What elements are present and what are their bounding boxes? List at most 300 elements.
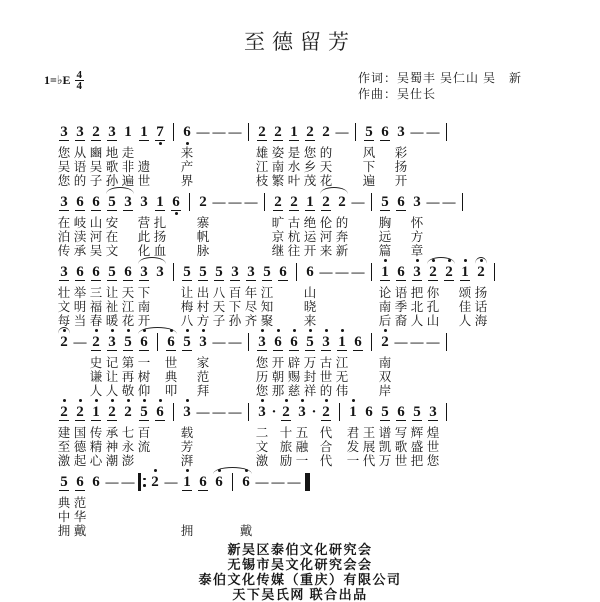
note-slot	[286, 473, 302, 491]
lyric-char: 岐	[73, 216, 87, 230]
note-slot	[120, 473, 136, 491]
note-slot	[350, 193, 366, 211]
barline-column	[259, 188, 270, 258]
duration-dash: —	[228, 404, 242, 419]
note-number: 6	[354, 333, 362, 350]
lyric-char: 王	[362, 426, 376, 440]
lyric-char: 历	[255, 370, 269, 384]
note-number: 2	[429, 263, 437, 280]
barline-column	[366, 258, 377, 328]
octave-dot-above	[111, 399, 114, 402]
lyric-char: 把	[410, 454, 424, 468]
lyric-char: 合	[319, 440, 333, 454]
lyric-char	[439, 440, 455, 454]
lyric-char: 茂	[303, 174, 317, 188]
note-slot	[136, 403, 152, 421]
barline	[371, 333, 373, 351]
note-slot	[211, 473, 227, 491]
note-slot	[136, 473, 147, 491]
note-slot	[361, 123, 377, 141]
lyric-char: 文	[57, 300, 71, 314]
lyric-char: 代	[319, 454, 333, 468]
note-column	[238, 468, 254, 538]
barline	[446, 123, 448, 141]
dash-column	[104, 468, 120, 538]
barline-column	[243, 118, 254, 188]
lyric-char	[211, 216, 227, 230]
lyric-char	[56, 384, 72, 398]
barline-column	[366, 328, 377, 398]
note-number: 6	[156, 403, 164, 420]
lyric-char: 年	[244, 286, 258, 300]
note-slot	[163, 333, 179, 351]
octave-dot-above	[285, 399, 288, 402]
lyric-char	[254, 496, 270, 510]
lyric-char: 吴	[89, 244, 103, 258]
lyric-char: 传	[89, 426, 103, 440]
dash-column	[425, 188, 441, 258]
note-column	[56, 188, 72, 258]
lyric-char: 绝	[303, 216, 317, 230]
lyric-char: 朝	[271, 370, 285, 384]
lyric-char	[211, 454, 227, 468]
note-slot	[195, 473, 211, 491]
note-slot	[56, 263, 72, 281]
note-number: 5	[183, 333, 191, 350]
lyric-char: 激	[57, 454, 71, 468]
lyric-char: 枝	[255, 174, 269, 188]
lyric-char: 佳	[458, 300, 472, 314]
note-slot	[259, 263, 275, 281]
barline	[157, 333, 159, 351]
lyric-char	[195, 496, 211, 510]
note-slot	[195, 123, 211, 141]
note-number: 2	[274, 193, 282, 210]
note-slot	[152, 123, 168, 141]
barline	[173, 263, 175, 281]
lyric-char: 记	[105, 356, 119, 370]
note-slot	[184, 193, 195, 211]
lyric-char: 伦	[319, 216, 333, 230]
lyric-char: 您	[303, 146, 317, 160]
note-column	[425, 258, 441, 328]
lyric-char: 史	[89, 356, 103, 370]
note-slot	[227, 333, 243, 351]
note-slot	[179, 123, 195, 141]
note-number: 5	[140, 403, 148, 420]
note-slot	[457, 263, 473, 281]
duration-dash: —	[212, 334, 226, 349]
duration-dash: —	[73, 334, 87, 349]
note-column	[72, 258, 88, 328]
note-column	[179, 468, 195, 538]
note-number: 6	[279, 263, 287, 280]
lyric-char: 非	[121, 160, 135, 174]
note-number: 6	[92, 193, 100, 210]
note-number: 3	[397, 124, 405, 140]
lyric-char: 起	[73, 454, 87, 468]
lyric-char: 话	[474, 300, 488, 314]
lyric-char: 君	[346, 426, 360, 440]
note-slot	[425, 123, 441, 141]
note-number: 2	[60, 334, 68, 350]
lyric-char	[318, 300, 334, 314]
lyric-char	[88, 496, 104, 510]
note-slot	[104, 193, 120, 211]
octave-dot-above	[301, 399, 304, 402]
note-number: 3	[108, 333, 116, 350]
lyric-char: 晓	[303, 300, 317, 314]
lyric-char: 把	[410, 286, 424, 300]
lyric-char: 颂	[458, 286, 472, 300]
note-column	[409, 398, 425, 468]
note-slot	[227, 403, 243, 421]
lyric-char: 一	[346, 454, 360, 468]
note-slot	[152, 193, 168, 211]
lyric-char: 语	[73, 160, 87, 174]
note-column	[393, 398, 409, 468]
lyric-char	[455, 244, 471, 258]
lyric-char	[425, 230, 441, 244]
lyric-char: 开	[271, 356, 285, 370]
note-slot	[72, 403, 88, 421]
barline-column	[350, 118, 361, 188]
octave-dot-above	[293, 329, 296, 332]
lyric-char: 戴	[73, 524, 87, 538]
lyric-char: 您	[255, 384, 269, 398]
note-slot	[238, 473, 254, 491]
note-slot	[294, 403, 310, 421]
lyric-char: 化	[137, 244, 151, 258]
lyric-char: 章	[410, 244, 424, 258]
note-column	[56, 398, 72, 468]
lyric-char: 知	[260, 300, 274, 314]
octave-dot-above	[277, 329, 280, 332]
lyric-char	[425, 216, 441, 230]
note-slot	[345, 403, 361, 421]
footer-line: 天下吴氏网 联合出品	[232, 587, 368, 602]
note-column	[377, 398, 393, 468]
note-column	[88, 398, 104, 468]
lyric-char: 下	[362, 160, 376, 174]
score-header	[44, 70, 556, 102]
lyric-char: 江	[255, 160, 269, 174]
lyric-char: 姿	[271, 146, 285, 160]
lyric-char: 遗	[137, 160, 151, 174]
note-slot	[318, 333, 334, 351]
lyric-char: 十	[279, 426, 293, 440]
lyric-char: 您	[426, 454, 440, 468]
meter-numerator: 4	[76, 69, 83, 81]
note-column	[72, 468, 88, 538]
lyric-char: 永	[121, 440, 135, 454]
lyric-char: 三	[89, 286, 103, 300]
lyric-char: 花	[319, 174, 333, 188]
note-slot	[56, 193, 72, 211]
lyric-char: 山	[303, 286, 317, 300]
barline	[296, 263, 298, 281]
note-slot	[318, 193, 334, 211]
note-number: 3	[429, 403, 437, 420]
note-number: 3	[247, 263, 255, 280]
note-number: 3	[76, 123, 84, 140]
lyric-char: 梅	[180, 300, 194, 314]
lyric-char: 孙	[228, 314, 242, 328]
lyric-char: 双	[378, 370, 392, 384]
lyric-char: 南	[137, 300, 151, 314]
lyric-char: 范	[73, 496, 87, 510]
note-slot	[195, 403, 211, 421]
lyric-char	[409, 356, 425, 370]
dash-column	[211, 188, 227, 258]
lyric-char: 八	[180, 314, 194, 328]
lyric-char: 发	[346, 440, 360, 454]
note-number: 6	[76, 263, 84, 280]
lyric-char: 展	[362, 440, 376, 454]
lyric-char: 豳	[89, 146, 103, 160]
note-number: 2	[322, 193, 330, 210]
repeat-dots	[143, 478, 146, 487]
lyric-char: 山	[426, 314, 440, 328]
lyric-char: 让	[105, 286, 119, 300]
note-number: 5	[263, 263, 271, 280]
note-number: 1	[461, 263, 469, 280]
lyric-char: 奔	[335, 230, 349, 244]
lyric-char: 传	[57, 244, 71, 258]
repeat-dot	[143, 478, 146, 481]
note-slot	[286, 123, 302, 141]
duration-dash: —	[319, 264, 333, 279]
lyric-char: 下	[137, 286, 151, 300]
lyric-char: 此	[137, 230, 151, 244]
lyric-char	[270, 524, 286, 538]
note-slot	[275, 263, 291, 281]
lyric-char: 营	[137, 216, 151, 230]
barline-column	[441, 328, 452, 398]
augmentation-dot: ·	[311, 404, 317, 420]
note-slot	[88, 403, 104, 421]
note-slot	[254, 123, 270, 141]
note-column	[120, 118, 136, 188]
note-number: 6	[76, 473, 84, 490]
slur-arc	[138, 257, 166, 264]
notation-score	[56, 118, 600, 538]
lyric-char: 脉	[196, 244, 210, 258]
lyric-char: 往	[287, 244, 301, 258]
note-slot	[168, 263, 179, 281]
lyric-char: 安	[105, 216, 119, 230]
lyric-char: 世	[137, 174, 151, 188]
lyric-char: 歌	[394, 440, 408, 454]
lyric-char	[441, 300, 457, 314]
duration-dash: —	[410, 124, 424, 139]
note-slot	[409, 263, 425, 281]
lyric-char: 北	[410, 300, 424, 314]
lyric-char: 湃	[180, 454, 194, 468]
lyric-char: 南	[378, 300, 392, 314]
note-column	[72, 118, 88, 188]
note-column	[377, 118, 393, 188]
lyricist-names: 吴蜀丰 吴仁山 吴 新	[396, 71, 522, 85]
note-number: 3	[156, 264, 164, 280]
duration-dash: —	[212, 124, 226, 139]
note-slot	[72, 333, 88, 351]
slur-arc	[427, 257, 455, 264]
octave-dot-above	[154, 469, 157, 472]
note-slot	[302, 473, 313, 491]
note-number: 6	[381, 123, 389, 140]
lyric-char: 春	[89, 314, 103, 328]
note-number: 5	[60, 473, 68, 490]
note-column	[104, 118, 120, 188]
lyric-char	[227, 244, 243, 258]
lyric-char	[270, 496, 286, 510]
note-slot	[350, 263, 366, 281]
note-slot	[179, 473, 195, 491]
lyric-char	[211, 384, 227, 398]
lyric-char: 村	[196, 300, 210, 314]
barline-column	[489, 258, 500, 328]
lyric-char	[72, 370, 88, 384]
page-title: 至德留芳	[244, 30, 356, 54]
note-column	[88, 468, 104, 538]
lyric-char: 子	[212, 314, 226, 328]
lyric-char: 德	[73, 440, 87, 454]
slur-arc	[320, 187, 348, 194]
note-slot	[334, 333, 350, 351]
note-slot	[195, 263, 211, 281]
duration-dash: —	[244, 194, 258, 209]
note-column	[120, 398, 136, 468]
lyric-char: 华	[73, 510, 87, 524]
lyric-char: 神	[105, 440, 119, 454]
note-number: 2	[60, 403, 68, 420]
lyric-char	[120, 244, 136, 258]
note-slot	[152, 263, 168, 281]
note-number: 3	[124, 193, 132, 210]
lyric-char: 万	[303, 356, 317, 370]
note-column	[377, 258, 393, 328]
barline	[248, 333, 250, 351]
lyric-char: 伟	[335, 384, 349, 398]
note-slot	[168, 193, 184, 211]
duration-dash: —	[394, 334, 408, 349]
note-slot	[72, 193, 88, 211]
lyric-char: 吴	[89, 160, 103, 174]
octave-dot-above	[384, 259, 387, 262]
note-slot	[350, 333, 366, 351]
note-number: 1	[381, 263, 389, 280]
lyric-char: 激	[255, 454, 269, 468]
lyric-char: 百	[137, 426, 151, 440]
note-column	[179, 258, 195, 328]
note-slot	[254, 473, 270, 491]
note-column	[163, 328, 179, 398]
note-slot	[318, 403, 334, 421]
lyric-char	[147, 496, 163, 510]
note-column	[120, 328, 136, 398]
note-number: 2	[381, 334, 389, 350]
lyric-char: 来	[319, 244, 333, 258]
lyric-char: 盛	[410, 440, 424, 454]
barline-column	[457, 188, 468, 258]
lyric-char: 远	[378, 230, 392, 244]
lyric-char	[439, 356, 455, 370]
octave-dot-above	[309, 329, 312, 332]
octave-dot-above	[352, 399, 355, 402]
lyric-char	[72, 384, 88, 398]
slur-arc	[138, 327, 177, 334]
barline	[446, 403, 448, 421]
note-slot	[104, 333, 120, 351]
barline-column	[168, 118, 179, 188]
lyric-char	[179, 356, 195, 370]
lyric-char	[439, 160, 455, 174]
footer-line: 新吴区泰伯文化研究会	[227, 542, 373, 557]
note-number: 5	[306, 333, 314, 350]
lyric-char	[393, 356, 409, 370]
note-number: 3	[413, 263, 421, 280]
lyric-char: 聚	[260, 314, 274, 328]
lyric-char: 论	[378, 286, 392, 300]
note-number: 5	[413, 403, 421, 420]
lyric-char: 明	[73, 300, 87, 314]
note-slot	[302, 193, 318, 211]
publisher-footer	[0, 542, 600, 602]
lyric-char: 开	[137, 314, 151, 328]
note-number: 5	[183, 263, 191, 280]
note-slot	[425, 263, 441, 281]
note-slot	[441, 403, 452, 421]
note-slot	[211, 193, 227, 211]
lyric-char: 渎	[73, 230, 87, 244]
note-number: 6	[397, 263, 405, 280]
octave-dot-above	[325, 329, 328, 332]
lyric-char: 扎	[153, 216, 167, 230]
slur-arc	[213, 467, 252, 474]
duration-dash: —	[212, 194, 226, 209]
note-number: 6	[172, 193, 180, 210]
note-column	[334, 328, 350, 398]
note-column	[361, 398, 377, 468]
barline-column	[366, 188, 377, 258]
lyric-char	[455, 216, 471, 230]
note-number: 3	[140, 194, 148, 210]
note-slot	[334, 123, 350, 141]
note-column	[243, 258, 259, 328]
note-slot	[425, 403, 441, 421]
lyric-char	[439, 384, 455, 398]
note-slot	[72, 263, 88, 281]
lyric-char: 江	[260, 286, 274, 300]
lyric-char	[211, 146, 227, 160]
lyric-char: 开	[303, 244, 317, 258]
lyric-char: 拥	[57, 524, 71, 538]
dash-column	[409, 118, 425, 188]
lyric-char	[195, 510, 211, 524]
lyric-char: 敬	[121, 384, 135, 398]
lyric-char: 花	[121, 314, 135, 328]
lyric-char: 天	[212, 300, 226, 314]
octave-dot-above	[127, 329, 130, 332]
dash-column	[254, 468, 270, 538]
note-slot	[56, 403, 72, 421]
dash-column	[227, 188, 243, 258]
lyric-char	[56, 356, 72, 370]
note-slot	[350, 123, 361, 141]
note-slot	[136, 193, 152, 211]
lyric-char	[179, 510, 195, 524]
